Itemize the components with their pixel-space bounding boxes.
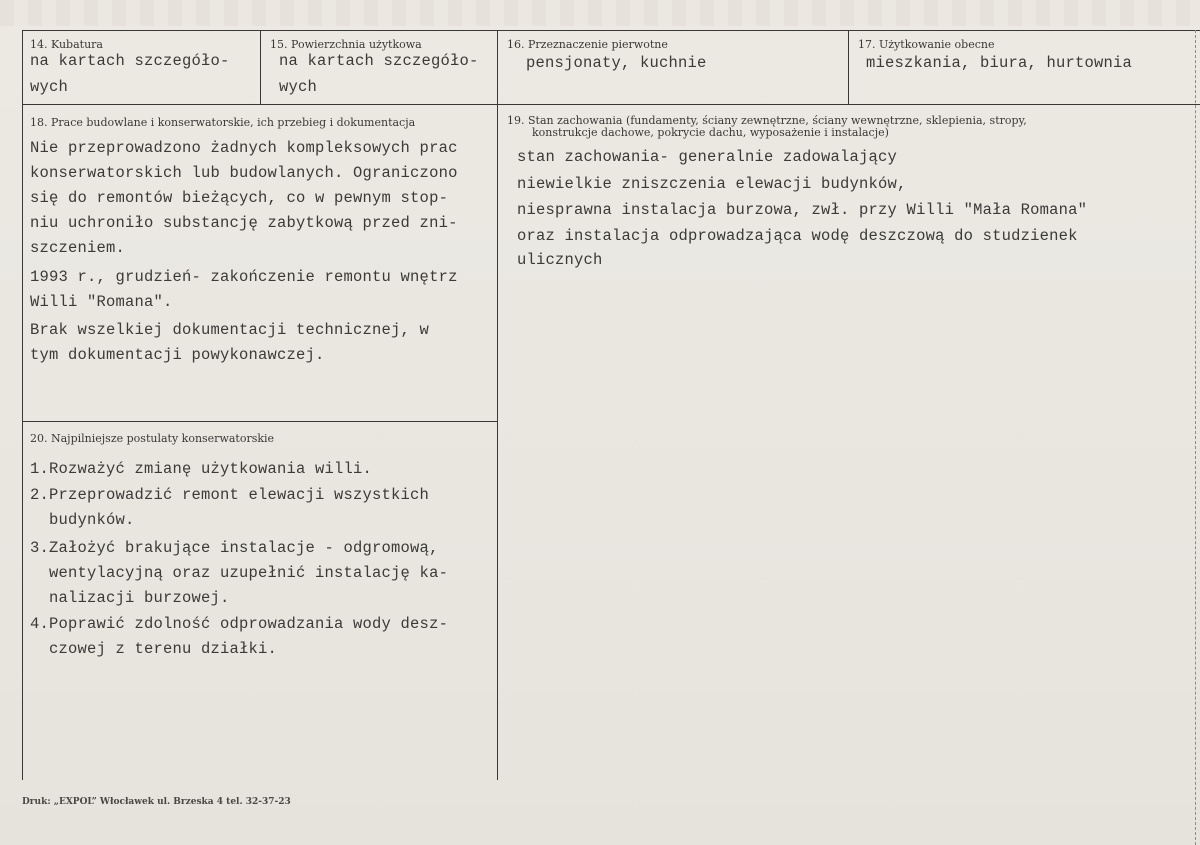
- field-20-line-6: nalizacji burzowej.: [30, 589, 230, 607]
- rule-right-dashed: [1195, 30, 1196, 845]
- field-15-label: 15. Powierzchnia użytkowa: [270, 38, 422, 51]
- field-19-label-2: konstrukcje dachowe, pokrycie dachu, wyposażenie i instalacje): [532, 126, 889, 139]
- field-19-line-2: niewielkie zniszczenia elewacji budynków,: [517, 175, 907, 193]
- field-20-line-1: 1.Rozważyć zmianę użytkowania willi.: [30, 460, 373, 478]
- field-18-line-8: Brak wszelkiej dokumentacji technicznej, w: [30, 321, 430, 339]
- field-14-label: 14. Kubatura: [30, 38, 103, 51]
- field-18-line-1: Nie przeprowadzono żadnych kompleksowych prac: [30, 139, 458, 157]
- field-19-line-4: oraz instalacja odprowadzająca wodę deszczową do studzienek: [517, 227, 1078, 245]
- rule-row1: [22, 104, 1200, 105]
- rule-col3: [848, 30, 849, 104]
- rule-row2-left: [22, 421, 498, 422]
- field-15-line-2: wych: [279, 78, 318, 96]
- field-20-line-3: budynków.: [30, 511, 135, 529]
- field-18-line-5: szczeniem.: [30, 239, 126, 257]
- field-18-line-4: niu uchroniło substancję zabytkową przed zni-: [30, 214, 458, 232]
- field-15-line-1: na kartach szczegóło-: [279, 52, 479, 70]
- field-20-line-4: 3.Założyć brakujące instalacje - odgromową,: [30, 539, 439, 557]
- printer-imprint: Druk: „EXPOL” Włocławek ul. Brzeska 4 tel. 32-37-23: [22, 797, 291, 807]
- field-19-line-3: niesprawna instalacja burzowa, zwł. przy Willi "Mała Romana": [517, 201, 1088, 219]
- field-20-line-2: 2.Przeprowadzić remont elewacji wszystkich: [30, 486, 430, 504]
- rule-col2: [497, 30, 498, 780]
- field-19-label-1: 19. Stan zachowania (fundamenty, ściany zewnętrzne, ściany wewnętrzne, sklepienia, stropy,: [507, 114, 1027, 127]
- field-18-line-7: Willi "Romana".: [30, 293, 173, 311]
- card-top-edge: [0, 0, 1200, 26]
- field-20-line-5: wentylacyjną oraz uzupełnić instalację ka-: [30, 564, 449, 582]
- rule-left: [22, 30, 23, 780]
- field-14-line-2: wych: [30, 78, 69, 96]
- field-20-line-7: 4.Poprawić zdolność odprowadzania wody desz-: [30, 615, 449, 633]
- field-19-line-5: ulicznych: [517, 251, 603, 269]
- field-17-label: 17. Użytkowanie obecne: [858, 38, 995, 51]
- field-20-label: 20. Najpilniejsze postulaty konserwatorskie: [30, 432, 275, 445]
- field-14-line-1: na kartach szczegóło-: [30, 52, 230, 70]
- field-18-line-9: tym dokumentacji powykonawczej.: [30, 346, 325, 364]
- rule-top: [22, 30, 1200, 31]
- field-18-label: 18. Prace budowlane i konserwatorskie, ich przebieg i dokumentacja: [30, 116, 416, 129]
- field-18-line-2: konserwatorskich lub budowlanych. Ograniczono: [30, 164, 458, 182]
- rule-col1: [260, 30, 261, 104]
- field-19-line-1: stan zachowania- generalnie zadowalający: [517, 148, 898, 166]
- field-16-line-1: pensjonaty, kuchnie: [526, 54, 707, 72]
- field-20-line-8: czowej z terenu działki.: [30, 640, 278, 658]
- field-17-line-1: mieszkania, biura, hurtownia: [866, 54, 1133, 72]
- field-18-line-3: się do remontów bieżących, co w pewnym stop-: [30, 189, 449, 207]
- field-16-label: 16. Przeznaczenie pierwotne: [507, 38, 668, 51]
- field-18-line-6: 1993 r., grudzień- zakończenie remontu wnętrz: [30, 268, 458, 286]
